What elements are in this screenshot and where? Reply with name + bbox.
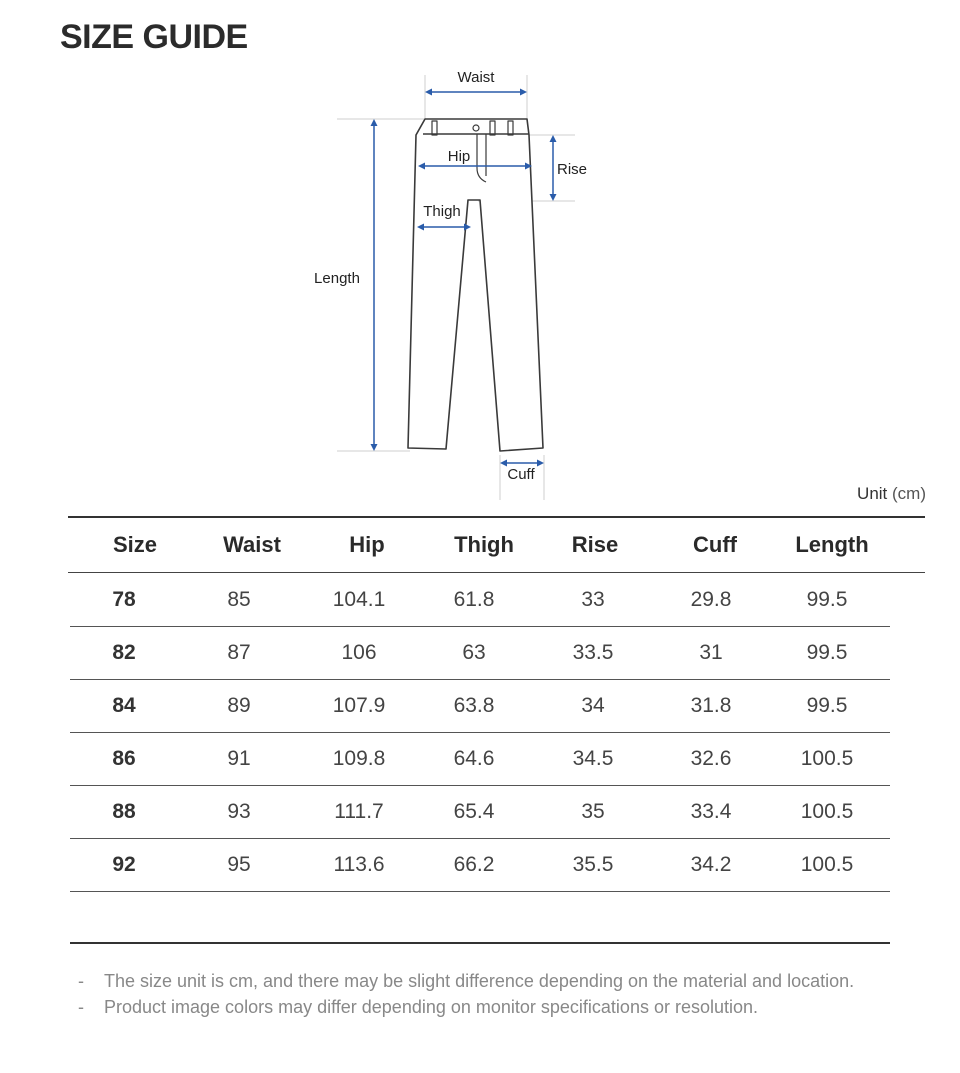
header-thigh: Thigh — [454, 532, 514, 557]
table-cell: 91 — [227, 747, 251, 770]
pants-icon — [408, 119, 543, 451]
unit-note — [857, 484, 926, 504]
note-text: Product image colors may differ depending on monitor specifications or resolution. — [104, 997, 759, 1017]
table-cell: 66.2 — [453, 853, 495, 876]
table-cell: 35 — [581, 800, 605, 823]
size-cell: 92 — [112, 853, 136, 876]
table-cell: 100.5 — [800, 800, 854, 823]
table-cell: 33.4 — [690, 800, 732, 823]
waist-label: Waist — [457, 69, 495, 86]
table-cell: 113.6 — [333, 853, 385, 876]
length-label: Length — [314, 270, 360, 287]
table-cell: 63.8 — [453, 694, 495, 717]
table-cell: 99.5 — [806, 694, 848, 717]
table-cell: 34.2 — [690, 853, 732, 876]
size-cell: 86 — [112, 747, 136, 770]
size-cell: 78 — [112, 588, 136, 611]
table-cell: 61.8 — [453, 588, 495, 611]
table-cell: 64.6 — [453, 747, 495, 770]
table-cell: 33 — [581, 588, 605, 611]
row-divider — [70, 891, 890, 892]
page-title: SIZE GUIDE — [60, 18, 248, 56]
header-size: Size — [112, 532, 158, 557]
table-cell: 85 — [227, 588, 251, 611]
table-cell: 99.5 — [806, 588, 848, 611]
note-text: The size unit is cm, and there may be slight difference depending on the material and location. — [104, 971, 855, 991]
table-cell: 95 — [227, 853, 251, 876]
table-cell: 93 — [227, 800, 251, 823]
table-cell: 107.9 — [332, 694, 386, 717]
table-cell: 29.8 — [690, 588, 732, 611]
rise-label: Rise — [557, 161, 588, 178]
unit-value: (cm) — [892, 484, 926, 503]
table-cell: 34.5 — [572, 747, 614, 770]
size-cell: 88 — [112, 800, 136, 823]
table-cell: 100.5 — [800, 853, 854, 876]
header-waist: Waist — [223, 532, 281, 557]
header-hip: Hip — [349, 532, 385, 557]
table-cell: 104.1 — [332, 588, 386, 611]
thigh-label: Thigh — [423, 203, 461, 220]
header-rise: Rise — [571, 532, 619, 557]
table-cell: 100.5 — [800, 747, 854, 770]
table-cell: 34 — [581, 694, 605, 717]
table-cell: 106 — [341, 641, 377, 664]
pants-measurement-diagram — [0, 0, 960, 510]
note-item: - Product image colors may differ depending on monitor specifications or resolution. — [78, 997, 759, 1017]
table-cell: 31.8 — [690, 694, 732, 717]
hip-label: Hip — [447, 148, 471, 165]
table-cell: 33.5 — [572, 641, 614, 664]
table-cell: 111.7 — [334, 800, 384, 823]
table-bottom-rule — [70, 942, 890, 944]
unit-word: Unit — [857, 484, 888, 503]
table-cell: 99.5 — [806, 641, 848, 664]
table-cell: 35.5 — [572, 853, 614, 876]
table-cell: 87 — [227, 641, 251, 664]
size-cell: 82 — [112, 641, 136, 664]
table-cell: 63 — [462, 641, 486, 664]
table-cell: 32.6 — [690, 747, 732, 770]
table-cell: 109.8 — [332, 747, 386, 770]
cuff-label: Cuff — [507, 466, 535, 483]
size-cell: 84 — [112, 694, 136, 717]
header-cuff: Cuff — [693, 532, 737, 557]
table-cell: 31 — [699, 641, 723, 664]
note-item: - The size unit is cm, and there may be slight difference depending on the material and location. — [78, 971, 855, 991]
header-length: Length — [795, 532, 869, 557]
table-cell: 65.4 — [453, 800, 495, 823]
notes-list — [78, 968, 854, 1020]
table-cell: 89 — [227, 694, 251, 717]
